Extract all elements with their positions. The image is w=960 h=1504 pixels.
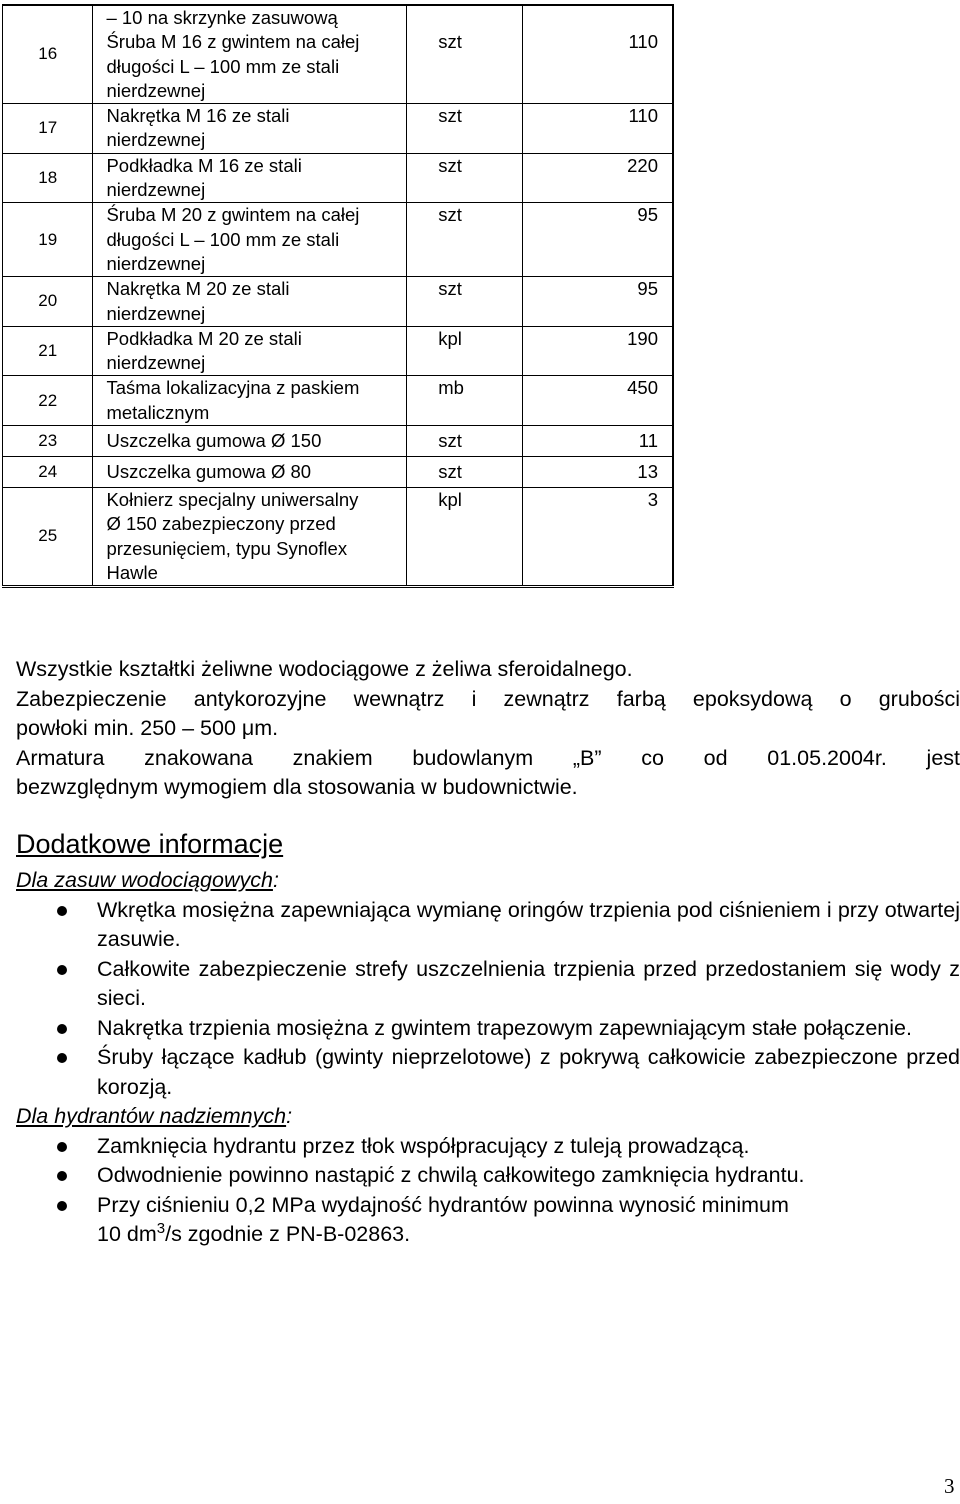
description-line: długości L – 100 mm ze stali	[106, 228, 340, 250]
hydrants-subheading: Dla hydrantów nadziemnych:	[16, 1104, 293, 1128]
row-number: 16	[3, 5, 93, 104]
table-row	[3, 457, 674, 488]
row-unit	[407, 426, 523, 457]
quantity-value: 110	[628, 31, 658, 53]
description-line: Hawle	[106, 561, 158, 583]
additional-info-heading: Dodatkowe informacje	[16, 829, 284, 859]
bullet-icon	[57, 1053, 67, 1063]
unit-value: szt	[438, 105, 462, 127]
unit-value: kpl	[438, 327, 462, 349]
row-description	[93, 203, 407, 277]
hydrants-list-item	[16, 1132, 960, 1162]
table-row	[3, 488, 674, 587]
quantity-value: 110	[628, 105, 658, 127]
table-row	[3, 376, 674, 426]
description-line: nierdzewnej	[106, 129, 206, 151]
note-marking-line1: Armatura znakowana znakiem budowlanym „B” co od 01.05.2004r. jest	[16, 745, 960, 770]
row-number: 17	[3, 104, 93, 154]
description-line: – 10 na skrzynke zasuwową	[106, 7, 338, 28]
list-item-text: Wkrętka mosiężna zapewniająca wymianę oringów trzpienia pod ciśnieniem i przy otwartej zasuwie.	[97, 897, 960, 951]
row-quantity	[523, 5, 673, 104]
note-anticorrosion-line1: Zabezpieczenie antykorozyjne wewnątrz i zewnątrz farbą epoksydową o grubości	[16, 686, 960, 711]
description-line: nierdzewnej	[106, 252, 206, 274]
unit-value: szt	[438, 154, 462, 176]
row-unit	[407, 488, 523, 587]
hydrants-list-item	[16, 1191, 960, 1250]
row-quantity	[523, 457, 673, 488]
table-row	[3, 203, 674, 277]
valves-list-item	[16, 1043, 960, 1102]
quantity-value: 95	[637, 204, 658, 226]
unit-value: szt	[438, 460, 462, 482]
row-description	[93, 277, 407, 327]
quantity-value: 190	[627, 327, 658, 349]
valves-subheading: Dla zasuw wodociągowych:	[16, 868, 279, 892]
description-line: nierdzewnej	[106, 302, 206, 324]
quantity-value: 450	[627, 377, 658, 399]
description-line: Podkładka M 20 ze stali	[106, 327, 302, 349]
row-quantity	[523, 153, 673, 203]
specification-table	[2, 4, 674, 588]
row-unit	[407, 326, 523, 376]
notes-section	[16, 655, 960, 803]
row-description	[93, 457, 407, 488]
row-number: 18	[3, 153, 93, 203]
row-number: 23	[3, 426, 93, 457]
list-item-text: Całkowite zabezpieczenie strefy uszczelnienia trzpienia przed przedostaniem się wody z sieci.	[97, 956, 960, 1010]
unit-value: kpl	[438, 489, 462, 511]
description-line: długości L – 100 mm ze stali	[106, 55, 340, 77]
description-line: Śruba M 16 z gwintem na całej	[106, 31, 360, 53]
row-quantity	[523, 326, 673, 376]
table-row	[3, 5, 674, 104]
hydrants-list	[16, 1132, 960, 1250]
note-anticorrosion-line2: powłoki min. 250 – 500 μm.	[16, 716, 279, 740]
unit-value: szt	[438, 204, 462, 226]
row-number: 20	[3, 277, 93, 327]
description-line: nierdzewnej	[106, 352, 206, 374]
quantity-value: 220	[627, 154, 658, 176]
list-item-text: Śruby łączące kadłub (gwinty nieprzelotowe) z pokrywą całkowicie zabezpieczone przed korozją.	[97, 1045, 960, 1099]
row-description	[93, 376, 407, 426]
flow-rate-post: /s zgodnie z PN-B-02863.	[165, 1222, 411, 1246]
row-quantity	[523, 203, 673, 277]
flow-rate-sup: 3	[156, 1219, 166, 1237]
bullet-icon	[57, 1201, 67, 1211]
description-line: Kołnierz specjalny uniwersalny	[106, 489, 359, 511]
unit-value: szt	[438, 31, 462, 53]
description-line: Uszczelka gumowa Ø 150	[106, 429, 322, 451]
row-number: 19	[3, 203, 93, 277]
row-quantity	[523, 376, 673, 426]
description-line: nierdzewnej	[106, 79, 206, 101]
table-row	[3, 426, 674, 457]
description-line: Nakrętka M 16 ze stali	[106, 105, 290, 127]
row-description	[93, 426, 407, 457]
row-unit	[407, 203, 523, 277]
bullet-icon	[57, 1142, 67, 1152]
description-line: nierdzewnej	[106, 179, 206, 201]
quantity-value: 95	[637, 278, 658, 300]
bullet-icon	[57, 1024, 67, 1034]
row-unit	[407, 153, 523, 203]
list-item-text: Przy ciśnieniu 0,2 MPa wydajność hydrantów powinna wynosić minimum	[97, 1192, 789, 1217]
bullet-icon	[57, 906, 67, 916]
row-number: 22	[3, 376, 93, 426]
row-quantity	[523, 277, 673, 327]
description-line: metalicznym	[106, 401, 210, 423]
row-description	[93, 5, 407, 104]
note-cast-iron: Wszystkie kształtki żeliwne wodociągowe z żeliwa sferoidalnego.	[16, 657, 633, 681]
list-item-text: Nakrętka trzpienia mosiężna z gwintem trapezowym zapewniającym stałe połączenie.	[97, 1015, 912, 1040]
description-line: Nakrętka M 20 ze stali	[106, 278, 290, 300]
description-line: Podkładka M 16 ze stali	[106, 154, 302, 176]
bullet-icon	[57, 1171, 67, 1181]
row-quantity	[523, 488, 673, 587]
row-number: 24	[3, 457, 93, 488]
description-line: Ø 150 zabezpieczony przed	[106, 513, 336, 535]
valves-list-item	[16, 896, 960, 955]
row-description	[93, 104, 407, 154]
quantity-value: 3	[647, 489, 658, 511]
row-unit	[407, 277, 523, 327]
description-line: Śruba M 20 z gwintem na całej	[106, 204, 360, 226]
note-anticorrosion	[16, 685, 960, 744]
description-line: Uszczelka gumowa Ø 80	[106, 460, 312, 482]
row-quantity	[523, 426, 673, 457]
row-description	[93, 153, 407, 203]
page-number: 3	[944, 1474, 955, 1498]
quantity-value: 13	[637, 460, 658, 482]
row-number: 21	[3, 326, 93, 376]
table-row	[3, 104, 674, 154]
hydrants-list-item	[16, 1161, 960, 1191]
additional-info-section	[16, 826, 960, 1250]
unit-value: szt	[438, 429, 462, 451]
row-unit	[407, 104, 523, 154]
row-unit	[407, 457, 523, 488]
note-marking	[16, 744, 960, 803]
valves-list-item	[16, 1014, 960, 1044]
row-unit	[407, 5, 523, 104]
flow-rate-line	[97, 1219, 411, 1246]
valves-list	[16, 896, 960, 1103]
row-description	[93, 488, 407, 587]
list-item-text: Zamknięcia hydrantu przez tłok współpracujący z tuleją prowadzącą.	[97, 1133, 750, 1158]
list-item-text: Odwodnienie powinno nastąpić z chwilą całkowitego zamknięcia hydrantu.	[97, 1163, 805, 1187]
table-row	[3, 277, 674, 327]
description-line: Taśma lokalizacyjna z paskiem	[106, 377, 360, 399]
bullet-icon	[57, 965, 67, 975]
row-quantity	[523, 104, 673, 154]
description-line: przesunięciem, typu Synoflex	[106, 537, 348, 559]
table-row	[3, 153, 674, 203]
valves-list-item	[16, 955, 960, 1014]
quantity-value: 11	[638, 429, 658, 451]
unit-value: szt	[438, 278, 462, 300]
row-number: 25	[3, 488, 93, 587]
unit-value: mb	[438, 377, 464, 399]
note-marking-line2: bezwzględnym wymogiem dla stosowania w budownictwie.	[16, 775, 578, 799]
row-description	[93, 326, 407, 376]
row-unit	[407, 376, 523, 426]
table-row	[3, 326, 674, 376]
flow-rate-pre: 10 dm	[97, 1222, 157, 1246]
